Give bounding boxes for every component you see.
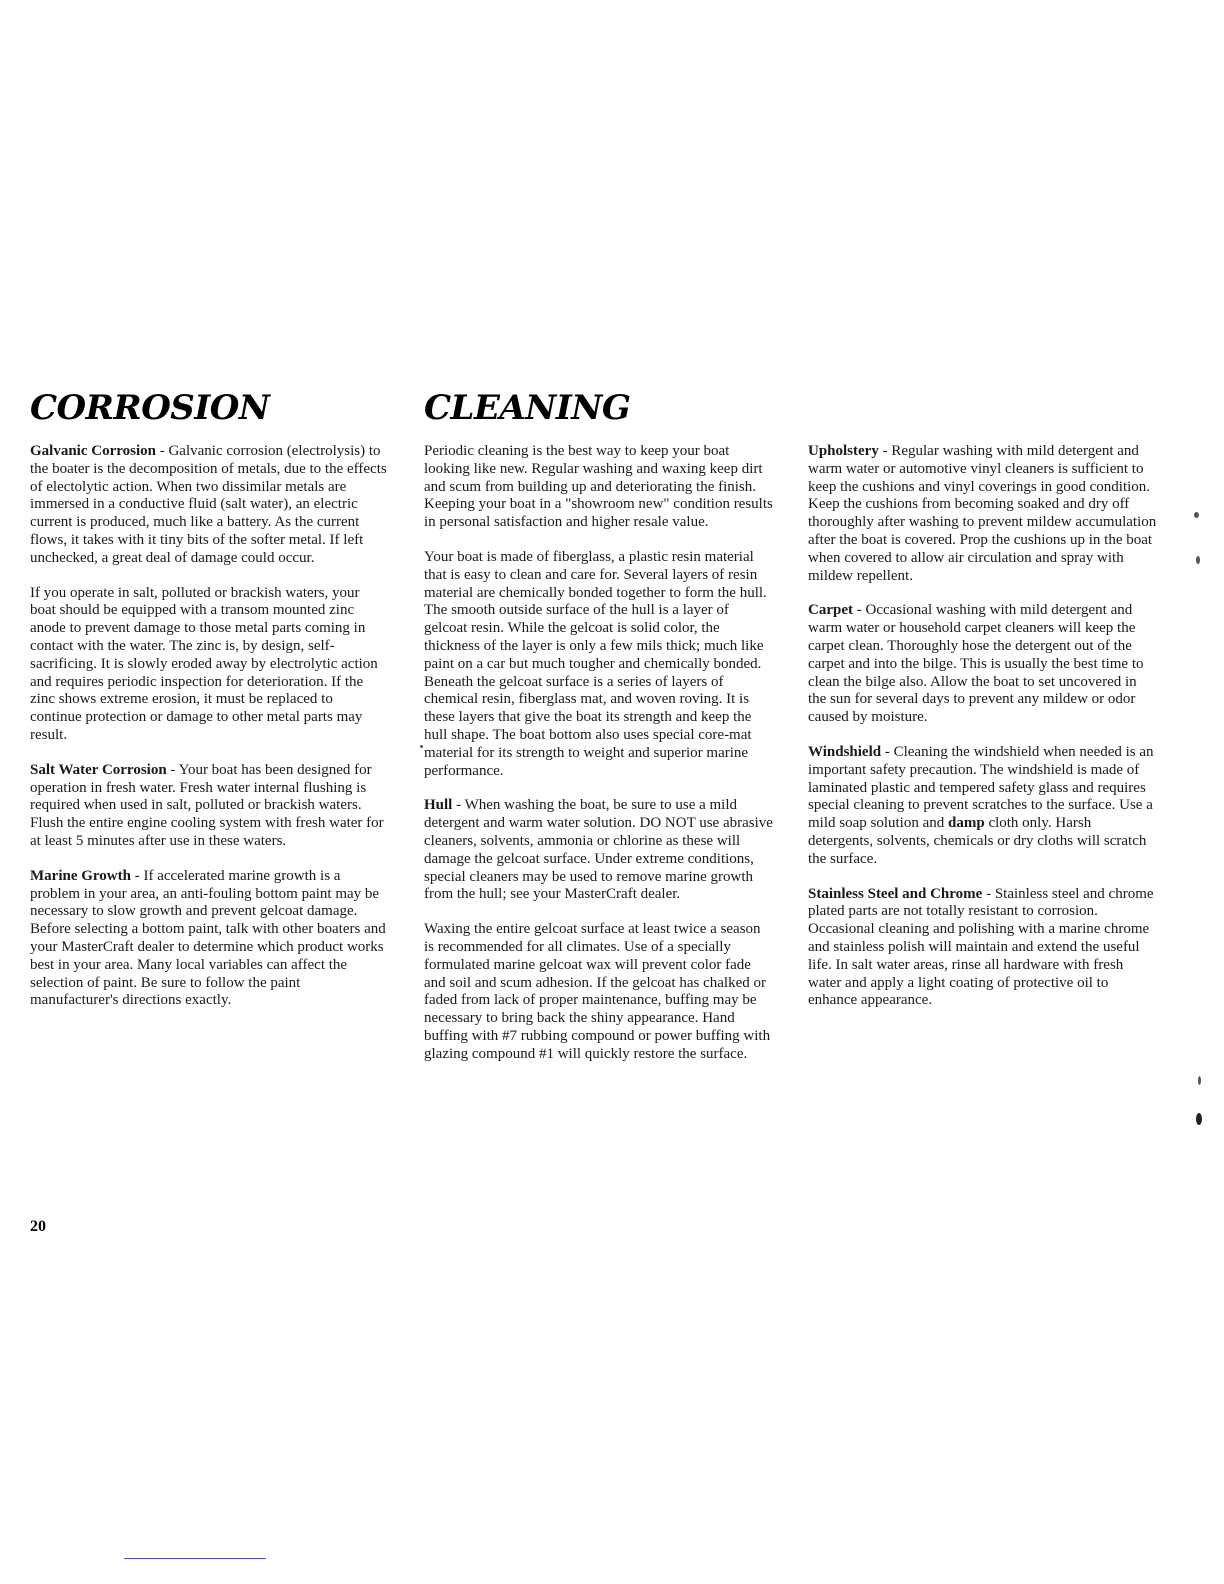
- text-stainless-steel-chrome: - Stainless steel and chrome plated parts are not totally resistant to corrosion. Occasional cleaning and polishing with a marine chrome and stainless polish will maintain and extend the useful life. In salt water areas, rinse all hardware with fresh water and apply a light coating of protective oil to enhance appearance.: [808, 885, 1154, 1009]
- text-galvanic-corrosion: - Galvanic corrosion (electrolysis) to the boater is the decomposition of metals, due to the effects of electolytic action. When two dissimilar metals are immersed in a conductive fluid (salt water), an electric current is produced, much like a battery. As the current flows, it takes with it tiny bits of the softer metal. If left unchecked, a great deal of damage could occur.: [30, 443, 387, 566]
- heading-cleaning: CLEANING: [424, 388, 631, 428]
- paragraph-stainless-steel-chrome: [808, 886, 1158, 1011]
- scan-speck: [1196, 556, 1200, 564]
- column-corrosion: [30, 443, 388, 1027]
- term-carpet: Carpet: [808, 602, 853, 619]
- column-cleaning-1: [424, 443, 774, 1081]
- page-number: 20: [30, 1218, 46, 1235]
- column-cleaning-2: [808, 443, 1158, 1027]
- paragraph-galvanic-corrosion: [30, 443, 388, 568]
- scan-speck: [420, 745, 423, 748]
- text-marine-growth: - If accelerated marine growth is a problem in your area, an anti-fouling bottom paint may be necessary to slow growth and prevent gelcoat damage. Before selecting a bottom paint, talk with other boaters and your MasterCraft dealer to determine which product works best in your area. Many local variables can affect the selection of paint. Be sure to follow the paint manufacturer's directions exactly.: [30, 867, 386, 1009]
- text-windshield-before: - Cleaning the windshield when needed is an important safety precaution. The windshield is made of laminated plastic and tempered safety glass and requires special cleaning to prevent scratches to the surface. Use a mild soap solution and: [808, 743, 1154, 832]
- footer-rule: [124, 1558, 266, 1559]
- term-salt-water-corrosion: Salt Water Corrosion: [30, 761, 167, 778]
- term-upholstery: Upholstery: [808, 443, 879, 459]
- text-salt-water-corrosion: - Your boat has been designed for operation in fresh water. Fresh water internal flushing is required when used in salt, polluted or brackish waters. Flush the entire engine cooling system with fresh water for at least 5 minutes after use in these waters.: [30, 761, 384, 849]
- scan-speck: [1194, 512, 1199, 518]
- paragraph-carpet: [808, 602, 1158, 727]
- term-marine-growth: Marine Growth: [30, 867, 131, 884]
- paragraph-waxing: Waxing the entire gelcoat surface at least twice a season is recommended for all climates. Use of a specially formulated marine gelcoat wax will prevent color fade and soil and scum adhesion. If the gelcoat has chalked or faded from lack of proper maintenance, buffing may be necessary to bring back the shiny appearance. Hand buffing with #7 rubbing compound or power buffing with glazing compound #1 will quickly restore the surface.: [424, 921, 771, 1062]
- paragraph-cleaning-intro: Periodic cleaning is the best way to keep your boat looking like new. Regular washing and waxing keep dirt and scum from building up and deteriorating the finish. Keeping your boat in a "showroom new" condition results in personal satisfaction and higher resale value.: [424, 443, 773, 531]
- paragraph-marine-growth: [30, 868, 388, 1010]
- term-windshield: Windshield: [808, 743, 882, 760]
- paragraph-salt-water-corrosion: [30, 762, 388, 851]
- paragraph-hull: [424, 797, 774, 904]
- paragraph-fiberglass: Your boat is made of fiberglass, a plastic resin material that is easy to clean and care for. Several layers of resin material are chemically bonded together to form the hull. The smooth outside surface of the hull is a layer of gelcoat resin. While the gelcoat is solid color, the thickness of the layer is only a few mils thick; much like paint on a car but much tougher and chemically bonded. Beneath the gelcoat surface is a series of layers of chemical resin, fiberglass mat, and woven roving. It is these layers that give the boat its strength and keep the hull shape. The boat bottom also uses special core-mat material for its strength to weight and superior marine performance.: [424, 548, 767, 779]
- term-galvanic-corrosion: Galvanic Corrosion: [30, 443, 156, 459]
- term-hull: Hull: [424, 797, 453, 814]
- emphasis-damp: damp: [948, 815, 985, 832]
- text-hull: - When washing the boat, be sure to use a mild detergent and warm water solution. DO NOT use abrasive cleaners, solvents, ammonia or chlorine as these will damage the gelcoat surface. Under extreme conditions, special cleaners may be used to remove marine growth from the hull; see your MasterCraft dealer.: [424, 797, 773, 903]
- scan-speck: [1198, 1076, 1201, 1085]
- text-carpet: - Occasional washing with mild detergent and warm water or household carpet cleaners will keep the carpet clean. Thoroughly hose the detergent out of the carpet and into the bilge. This is usually the best time to clean the bilge also. Allow the boat to set uncovered in the sun for several days to prevent any mildew or odor caused by moisture.: [808, 602, 1144, 726]
- paragraph-upholstery: [808, 443, 1158, 585]
- text-windshield-after: cloth only. Harsh detergents, solvents, chemicals or dry cloths will scratch the surface.: [808, 815, 1147, 867]
- term-stainless-steel-chrome: Stainless Steel and Chrome: [808, 885, 983, 902]
- heading-corrosion: CORROSION: [30, 388, 270, 428]
- scan-speck: [1196, 1113, 1202, 1125]
- paragraph-zinc-anode: If you operate in salt, polluted or brackish waters, your boat should be equipped with a transom mounted zinc anode to prevent damage to those metal parts coming in contact with the water. The zinc is, by design, self-sacrificing. It is slowly eroded away by electrolytic action and requires periodic inspection for deterioration. If the zinc shows extreme erosion, it must be replaced to continue protection or damage to other metal parts may result.: [30, 584, 378, 743]
- paragraph-windshield: [808, 744, 1158, 869]
- text-upholstery: - Regular washing with mild detergent and warm water or automotive vinyl cleaners is sufficient to keep the cushions and vinyl coverings in good condition. Keep the cushions from becoming soaked and dry off thoroughly after washing to prevent mildew accumulation after the boat is covered. Prop the cushions up in the boat when covered to allow air circulation and spray with mildew repellent.: [808, 443, 1157, 584]
